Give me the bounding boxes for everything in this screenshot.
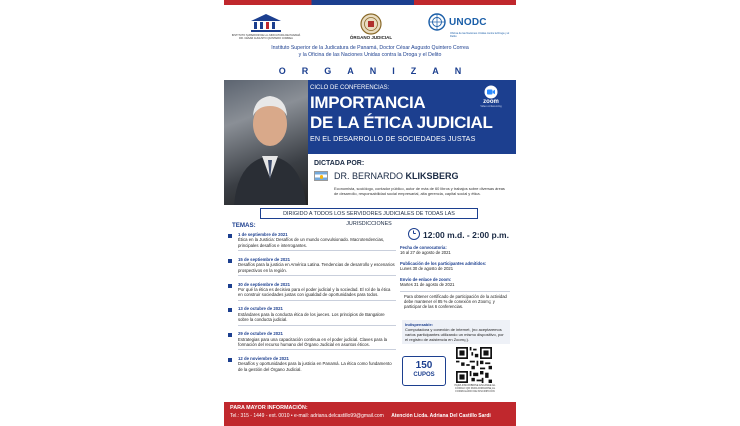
envio-value: Martes 31 de agosto de 2021	[400, 282, 455, 288]
speaker-lastname: KLIKSBERG	[405, 171, 459, 181]
zoom-icon	[484, 85, 498, 99]
intro-line-1: Instituto Superior de la Judicatura de Panamá, Doctor César Augusto Quintero Correa	[271, 45, 469, 51]
dictated-by-label: DICTADA POR:	[314, 160, 365, 167]
publicacion-label: Publicación de los participantes admitidos:	[400, 261, 487, 266]
un-emblem-icon	[428, 13, 446, 31]
audience-banner: DIRIGIDO A TODOS LOS SERVIDORES JUDICIALES DE TODAS LAS JURISDICCIONES	[260, 208, 478, 219]
qr-caption: PARA INSCRIBIRSE ESCANEE EL CÓDIGO QR PARA DIRIGIRSE AL FORMULARIO DE INSCRIPCIÓN	[454, 384, 496, 394]
topic-date: 15 de septiembre de 2021	[238, 256, 291, 262]
topic-text: Estrategias para una capacitación continua en el poder judicial. Claves para la formación del recurso humano del Órgano Judicial en asuntos éticos.	[238, 336, 388, 348]
topic-item	[228, 257, 396, 276]
bullet-icon	[228, 308, 232, 312]
certificate-note: Para obtener certificado de participación de la actividad debe mantener el 85 % de conexión en Zoom¡¡ y participar de las 6 conferencias.	[404, 294, 507, 310]
convocatoria-block	[400, 245, 510, 255]
publicacion-value: Lunes 30 de agosto de 2021	[400, 266, 454, 272]
footer-phone-email: Tel.: 315 - 1449 - ext. 0010 • e-mail: adriana.delcastillo99@gmail.com	[230, 413, 384, 419]
topic-date: 29 de octubre de 2021	[238, 331, 283, 337]
topic-item	[228, 282, 396, 301]
argentina-flag-icon	[314, 171, 328, 181]
zoom-label: zoom	[483, 99, 499, 105]
intro-line-2: y la Oficina de las Naciones Unidas contra la Droga y el Delito	[298, 52, 442, 58]
seats-badge	[402, 356, 446, 386]
topic-date: 13 de octubre de 2021	[238, 306, 283, 312]
topic-text: Ética en la Justicia: Desafíos de un mundo convulsionado. Macrotendencias, principales desafíos e interrogantes.	[238, 237, 385, 248]
footer-title: PARA MAYOR INFORMACIÓN:	[230, 405, 308, 411]
topic-text: Estándares para la conducta ética de los jueces. Los principios de Bangalore sobre la conducta judicial.	[238, 311, 385, 323]
title-line-1: IMPORTANCIA	[310, 93, 426, 112]
envio-block	[400, 277, 510, 287]
conference-flyer	[224, 0, 516, 426]
organo-judicial-seal-icon	[360, 13, 382, 35]
topic-date: 1 de septiembre de 2021	[238, 232, 288, 237]
topic-text: Desafíos y oportunidades para la justicia en Panamá. La ética como fundamento de la gestión del Órgano Judicial.	[238, 361, 392, 372]
speaker-name	[334, 171, 459, 181]
bullet-icon	[228, 284, 232, 288]
title-line-2: DE LA ÉTICA JUDICIAL	[310, 113, 493, 132]
speaker-bio: Economista, sociólogo, contador público, autor de más de 60 libros y trabajos sobre diversas áreas de desarrollo, responsabilidad social empresarial, alta gerencia, capital social y ética.	[334, 186, 505, 197]
top-stripe	[224, 0, 516, 5]
seats-label: CUPOS	[413, 372, 435, 378]
topic-date: 12 de noviembre de 2021	[238, 356, 289, 362]
unodc-name: UNODC	[449, 16, 487, 28]
cycle-subtitle: CICLO DE CONFERENCIAS:	[310, 85, 390, 91]
envio-label: Envío de enlace de zoom:	[400, 277, 452, 282]
publicacion-block	[400, 261, 510, 271]
zoom-badge	[474, 85, 508, 108]
isjup-logo-text: INSTITUTO SUPERIOR DE LA JUDICATURA DE PANAMÁ DR. CÉSAR AUGUSTO QUINTERO CORREA	[231, 34, 301, 40]
topic-text: Por qué la ética es decisiva para el poder judicial y la sociedad. El rol de la ética en construir sociedades justas con igualdad de oportunidades para todos.	[238, 287, 391, 298]
organo-judicial-logo	[349, 13, 393, 40]
convocatoria-value: 16 al 27 de agosto de 2021	[400, 250, 451, 256]
bullet-icon	[228, 234, 232, 238]
unodc-logo	[428, 13, 512, 38]
requirements-box	[402, 320, 510, 344]
bullet-icon	[228, 259, 232, 263]
seats-number: 150	[415, 360, 433, 371]
session-hours: 12:00 m.d. - 2:00 p.m.	[423, 230, 509, 240]
contact-footer	[224, 402, 516, 426]
topic-date: 30 de septiembre de 2021	[238, 281, 291, 287]
organizan-heading: ORGANIZAN	[278, 66, 478, 76]
topics-list	[228, 232, 396, 378]
bullet-icon	[228, 333, 232, 337]
organizers-intro	[238, 45, 502, 59]
topic-item	[228, 331, 396, 350]
hero-section	[224, 80, 516, 205]
topic-item	[228, 356, 396, 372]
zoom-sublabel: Video conferencing	[480, 105, 502, 108]
speaker-photo	[224, 80, 308, 205]
clock-icon	[408, 228, 420, 240]
topic-text: Desafíos para la justicia en América Latina. Tendencias de desarrollo y escenarios prospectivos en la región.	[238, 262, 395, 273]
isjup-logo-icon	[249, 13, 283, 33]
requirements-label: Indispensable:	[405, 322, 434, 327]
topic-item	[228, 306, 396, 325]
bullet-icon	[228, 358, 232, 362]
qr-code-icon[interactable]	[456, 347, 492, 383]
topics-heading: TEMAS:	[232, 222, 256, 229]
isjup-logo	[230, 13, 302, 40]
footer-contact-line	[230, 413, 510, 419]
speaker-prefix: DR. BERNARDO	[334, 171, 404, 181]
divider	[400, 291, 510, 292]
organo-judicial-name: ÓRGANO JUDICIAL	[349, 35, 393, 40]
convocatoria-label: Fecha de convocatoria:	[400, 245, 447, 250]
title-line-3: EN EL DESARROLLO DE SOCIEDADES JUSTAS	[310, 134, 476, 143]
footer-attention: Atención Licda. Adriana Del Castillo Sardi	[391, 413, 491, 419]
requirements-text: Computadora y conexión de internet, (no aceptaremos varios participantes utilizando un mismo dispositivo, por el registro de asistencia en Zoom¡¡).	[405, 327, 504, 342]
speaker-portrait-icon	[224, 80, 308, 205]
unodc-subtext: Oficina de las Naciones Unidas contra la Droga y el Delito	[450, 32, 510, 38]
topic-item	[228, 232, 396, 251]
